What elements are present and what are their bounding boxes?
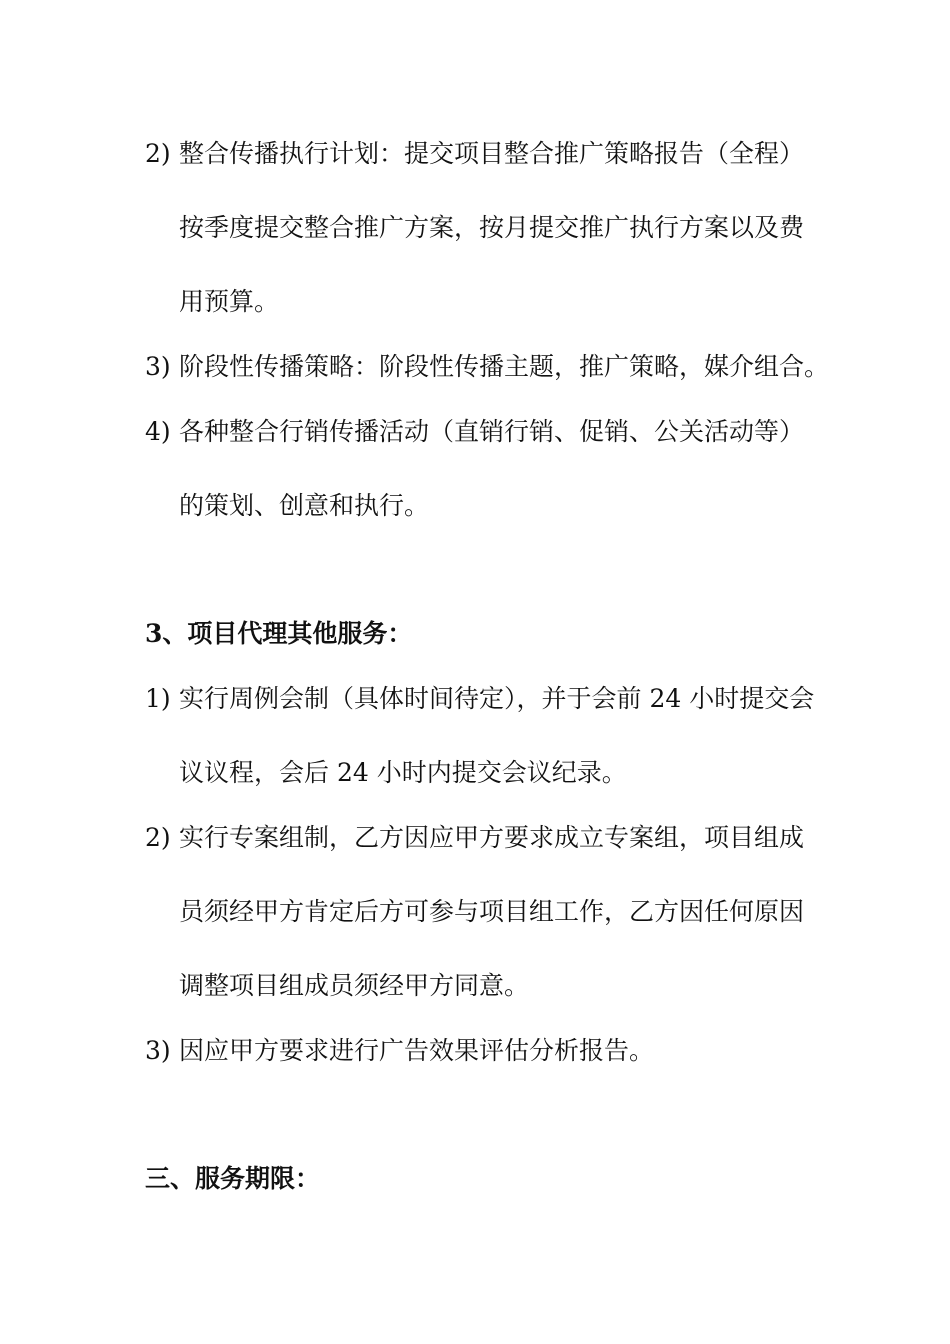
list-item-line: 调整项目组成员须经甲方同意。 [179,971,530,1000]
list-item-line: 各种整合行销传播活动（直销行销、促销、公关活动等） [179,417,805,446]
list-number: 2) [145,823,171,852]
list-number: 1) [145,684,171,713]
list-item-line: 阶段性传播策略：阶段性传播主题，推广策略，媒介组合。 [179,352,830,381]
list-item-line: 用预算。 [179,287,280,316]
list-item-line: 的策划、创意和执行。 [179,491,430,520]
section-heading: 3、项目代理其他服务： [145,619,413,648]
list-item-line: 员须经甲方肯定后方可参与项目组工作，乙方因任何原因 [179,897,805,926]
list-item-line: 整合传播执行计划：提交项目整合推广策略报告（全程） [179,139,805,168]
list-number: 2) [145,139,171,168]
list-item-line: 按季度提交整合推广方案，按月提交推广执行方案以及费 [179,213,805,242]
list-item-line: 实行专案组制，乙方因应甲方要求成立专案组，项目组成 [179,823,805,852]
list-number: 3) [145,352,171,381]
list-item-line: 实行周例会制（具体时间待定），并于会前 24 小时提交会 [179,684,815,713]
list-item-line: 议议程，会后 24 小时内提交会议纪录。 [179,758,627,787]
list-number: 3) [145,1036,171,1065]
chapter-heading: 三、服务期限： [145,1164,321,1193]
list-item-line: 因应甲方要求进行广告效果评估分析报告。 [179,1036,655,1065]
list-number: 4) [145,417,171,446]
